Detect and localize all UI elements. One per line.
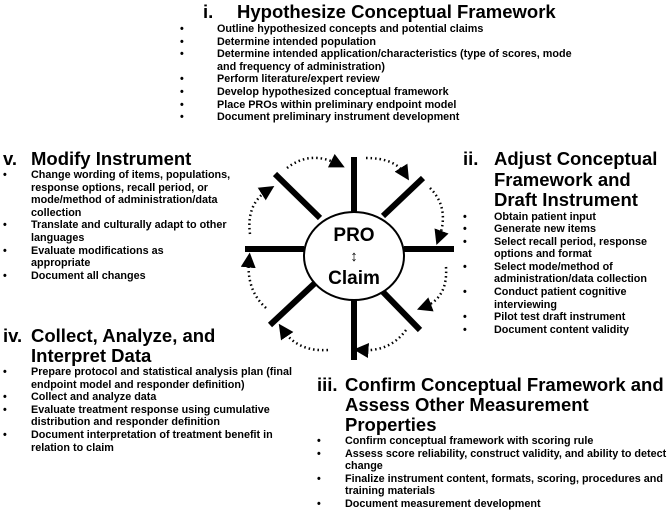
list-item-text: Finalize instrument content, formats, scoring, procedures and training materials [345,472,663,498]
list-item-text: Document all changes [31,269,146,282]
bullet-icon: • [463,286,467,299]
list-item-text: Generate new items [494,223,597,236]
cycle-diagram [240,140,460,380]
hub-label-claim: Claim [328,268,380,289]
section-title-text: Adjust Conceptual Framework and Draft Instrument [494,148,658,210]
list-item [180,73,660,86]
section-hypothesize [180,2,660,124]
section-title-text: Modify Instrument [31,148,192,169]
bullet-icon: • [3,403,7,416]
spoke-top-right [383,178,423,216]
bullet-icon: • [317,447,321,460]
list-item [180,23,660,36]
section-title [3,149,253,169]
list-item [317,448,671,473]
bullet-icon: • [317,472,321,485]
list-item [463,211,671,224]
bullet-icon: • [463,223,467,236]
bullet-list [317,435,671,511]
list-item [180,86,660,99]
bullet-icon: • [180,111,184,124]
spoke-bottom-left [270,283,315,325]
list-item-text: Change wording of items, populations, response options, recall period, or mode/method of administration/data collection [31,169,231,219]
list-item [317,473,671,498]
section-number: ii. [463,148,479,169]
bullet-icon: • [180,35,184,48]
bullet-icon: • [463,235,467,248]
section-title [463,149,671,211]
bullet-icon: • [180,23,184,35]
list-item [3,219,231,244]
list-item-text: Evaluate treatment response using cumulative distribution and responder definition [31,403,270,429]
cycle-arrow-3 [430,188,443,238]
list-item-text: Collect and analyze data [31,391,157,404]
list-item-text: Evaluate modifications as appropriate [31,244,164,270]
bullet-icon: • [3,428,7,441]
bullet-icon: • [463,260,467,273]
list-item-text: Prepare protocol and statistical analysis plan (final endpoint model and responder definition) [31,366,293,391]
bullet-icon: • [3,169,7,181]
list-item [3,429,293,454]
list-item-text: Determine intended application/characteristics (type of scores, mode and frequency of administration) [217,48,572,73]
list-item-text: Determine intended population [217,35,376,48]
hub-label-pro: PRO [333,225,375,246]
bullet-icon: • [180,98,184,111]
section-title-text: Collect, Analyze, and Interpret Data [31,325,216,366]
list-item [463,286,644,311]
cycle-arrow-5 [361,330,406,350]
bullet-icon: • [463,210,467,223]
bullet-icon: • [463,311,467,324]
bullet-icon: • [3,391,7,404]
list-item-text: Perform literature/expert review [217,73,380,86]
section-title-text: Confirm Conceptual Framework and Assess Other Measurement Properties [345,374,664,435]
cycle-arrow-7 [249,260,266,308]
section-number: v. [3,148,18,169]
list-item-text: Place PROs within preliminary endpoint model [217,98,457,111]
list-item-text: Assess score reliability, construct validity, and ability to detect change [345,447,667,473]
bullet-icon: • [3,219,7,232]
section-number: iv. [3,325,23,346]
bullet-icon: • [3,269,7,282]
list-item-text: Conduct patient cognitive interviewing [494,286,627,311]
bullet-list [3,169,233,282]
list-item [463,261,671,286]
section-title [317,375,671,435]
list-item [317,498,671,511]
cycle-arrow-4 [424,267,446,307]
section-modify-instrument [3,149,253,282]
section-title-text: Hypothesize Conceptual Framework [237,1,556,22]
list-item [180,36,660,49]
bullet-icon: • [180,85,184,98]
list-item-text: Document content validity [494,323,629,336]
cycle-arrow-6 [283,330,328,350]
bullet-icon: • [317,497,321,510]
list-item-text: Pilot test draft instrument [494,311,626,324]
list-item [3,391,293,404]
section-number: i. [203,1,214,22]
bullet-icon: • [463,323,467,336]
list-item-text: Document measurement development [345,497,541,510]
list-item-text: Develop hypothesized conceptual framework [217,85,449,98]
bullet-icon: • [180,73,184,86]
cycle-arrow-2 [366,158,405,174]
list-item-text: Translate and culturally adapt to other languages [31,219,227,244]
section-title [180,2,660,22]
up-down-arrow-icon: ↕ [350,248,358,265]
list-item-text: Confirm conceptual framework with scoring rule [345,435,594,447]
list-item-text: Select mode/method of administration/data collection [494,260,647,286]
bullet-icon: • [3,244,7,257]
section-confirm-framework [317,375,671,511]
section-adjust-framework [463,149,671,336]
bullet-icon: • [180,48,184,61]
list-item [3,404,281,429]
list-item [180,111,660,124]
list-item [463,311,671,324]
list-item [463,324,671,337]
list-item-text: Outline hypothesized concepts and potential claims [217,23,484,35]
list-item [3,245,211,270]
spoke-top-left [275,174,320,218]
cycle-arrow-1 [287,158,338,168]
section-number: iii. [317,374,338,395]
list-item [3,169,233,219]
spoke-bottom-right [383,292,420,330]
list-item-text: Document interpretation of treatment benefit in relation to claim [31,428,273,454]
bullet-list [180,23,660,124]
bullet-list [463,211,671,337]
list-item-text: Obtain patient input [494,210,596,223]
list-item [3,270,233,283]
list-item-text: Document preliminary instrument development [217,111,460,124]
cycle-arrow-8 [249,190,268,234]
bullet-icon: • [3,366,7,378]
bullet-icon: • [317,435,321,447]
list-item [317,435,671,448]
list-item-text: Select recall period, response options and format [494,235,648,261]
list-item [463,236,671,261]
list-item [180,48,587,73]
list-item [180,99,660,112]
list-item [463,223,671,236]
